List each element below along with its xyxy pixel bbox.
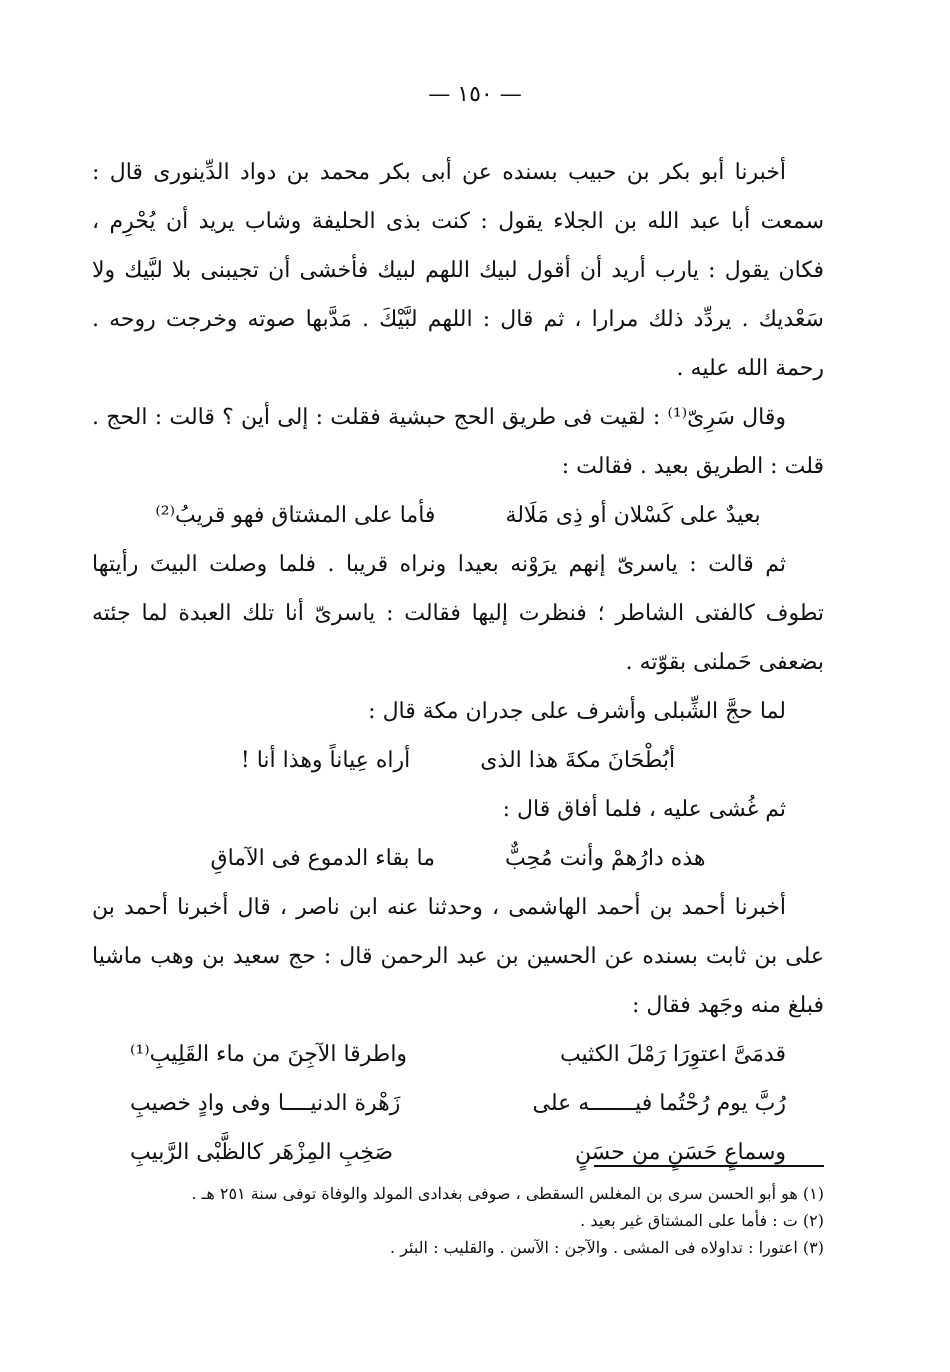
verse-1-second-hemistich: فأما على المشتاق فهو قريبُ⁽²⁾: [155, 503, 436, 528]
verse-4: [92, 1030, 824, 1079]
paragraph-6: أخبرنا أحمد بن أحمد الهاشمى ، وحدثنا عنه ابن ناصر ، قال أخبرنا أحمد بن على بن ثابت بسنده عن الحسين بن عبد الرحمن قال : حج سعيد بن وهب ماشيا فبلغ منه وجَهد فقال :: [92, 895, 824, 1018]
verse-5-second-hemistich: زَهْرة الدنيــــا وفى وادٍ خصيبِ: [130, 1091, 401, 1116]
paragraph-3: ثم قالت : ياسرىّ إنهم يرَوْنه بعيدا ونراه قريبا . فلما وصلت البيتَ رأيتها تطوف كالفتى الشاطر ؛ فنظرت إليها فقالت : ياسرىّ أنا تلك العبدة لما جئته بضعفى حَملنى بقوّته .: [92, 552, 824, 675]
main-text: [92, 148, 824, 1177]
verse-2-second-hemistich: أراه عِياناً وهذا أنا !: [240, 748, 411, 773]
verse-5-first-hemistich: رُبَّ يوم رُحْتُما فيـــــــه على: [532, 1091, 786, 1116]
footnote-1: (١) هو أبو الحسن سرى بن المغلس السقطى ، صوفى بغدادى المولد والوفاة توفى سنة ٢٥١ هـ .: [191, 1184, 824, 1203]
verse-1: [92, 491, 824, 540]
page-number: — ١٥٠ —: [428, 82, 522, 107]
verse-4-second-hemistich: واطرقا الآجِنَ من ماء القَلِيبِ⁽¹⁾: [130, 1042, 408, 1067]
verse-2: [92, 736, 824, 785]
paragraph-2: وقال سَرِىّ⁽¹⁾ : لقيت فى طريق الحج حبشية فقلت : إلى أين ؟ قالت : الحج . قلت : الطريق بعيد . فقالت :: [92, 405, 824, 479]
verse-6-first-hemistich: وسماعٍ حَسَنٍ من حسَنٍ: [574, 1140, 786, 1165]
verse-6: [92, 1128, 824, 1177]
verse-5: [92, 1079, 824, 1128]
paragraph-1: أخبرنا أبو بكر بن حبيب بسنده عن أبى بكر محمد بن دواد الدِّينورى قال : سمعت أبا عبد الله بن الجلاء يقول : كنت بذى الحليفة وشاب يريد أن يُحْرِم ، فكان يقول : يارب أريد أن أقول لبيك اللهم لبيك فأخشى أن تجيبنى بلا لبَّيك ولا سَعْديك . يردِّد ذلك مرارا ، ثم قال : اللهم لبَّيْكَ . مَدَّبها صوته وخرجت روحه . رحمة الله عليه .: [92, 160, 824, 381]
footnote-2: (٢) ت : فأما على المشتاق غير بعيد .: [580, 1211, 824, 1230]
verse-3-first-hemistich: هذه دارُهمْ وأنت مُحِبٌّ: [505, 846, 706, 871]
verse-1-first-hemistich: بعيدٌ على كَسْلان أو ذِى مَلَالة: [505, 503, 761, 528]
verse-3-second-hemistich: ما بقاء الدموع فى الآماقِ: [210, 846, 435, 871]
verse-6-second-hemistich: صَخِبِ المِزْهَر كالظَّبْى الرَّبيبِ: [130, 1140, 394, 1165]
verse-2-first-hemistich: أبُطْحَانَ مكةَ هذا الذى: [480, 748, 676, 773]
paragraph-5: ثم غُشى عليه ، فلما أفاق قال :: [502, 797, 786, 822]
footnote-3: (٣) اعتورا : تداولاه فى المشى . والآجن : الآسن . والقليب : البئر .: [390, 1238, 824, 1257]
verse-3: [92, 834, 824, 883]
footnote-divider: [594, 1165, 824, 1167]
paragraph-4: لما حجَّ الشِّبلى وأشرف على جدران مكة قال :: [368, 699, 786, 724]
footnotes: [92, 1180, 824, 1261]
verse-4-first-hemistich: قدمَىَّ اعتوِرَا رَمْلَ الكثيب: [559, 1042, 786, 1067]
